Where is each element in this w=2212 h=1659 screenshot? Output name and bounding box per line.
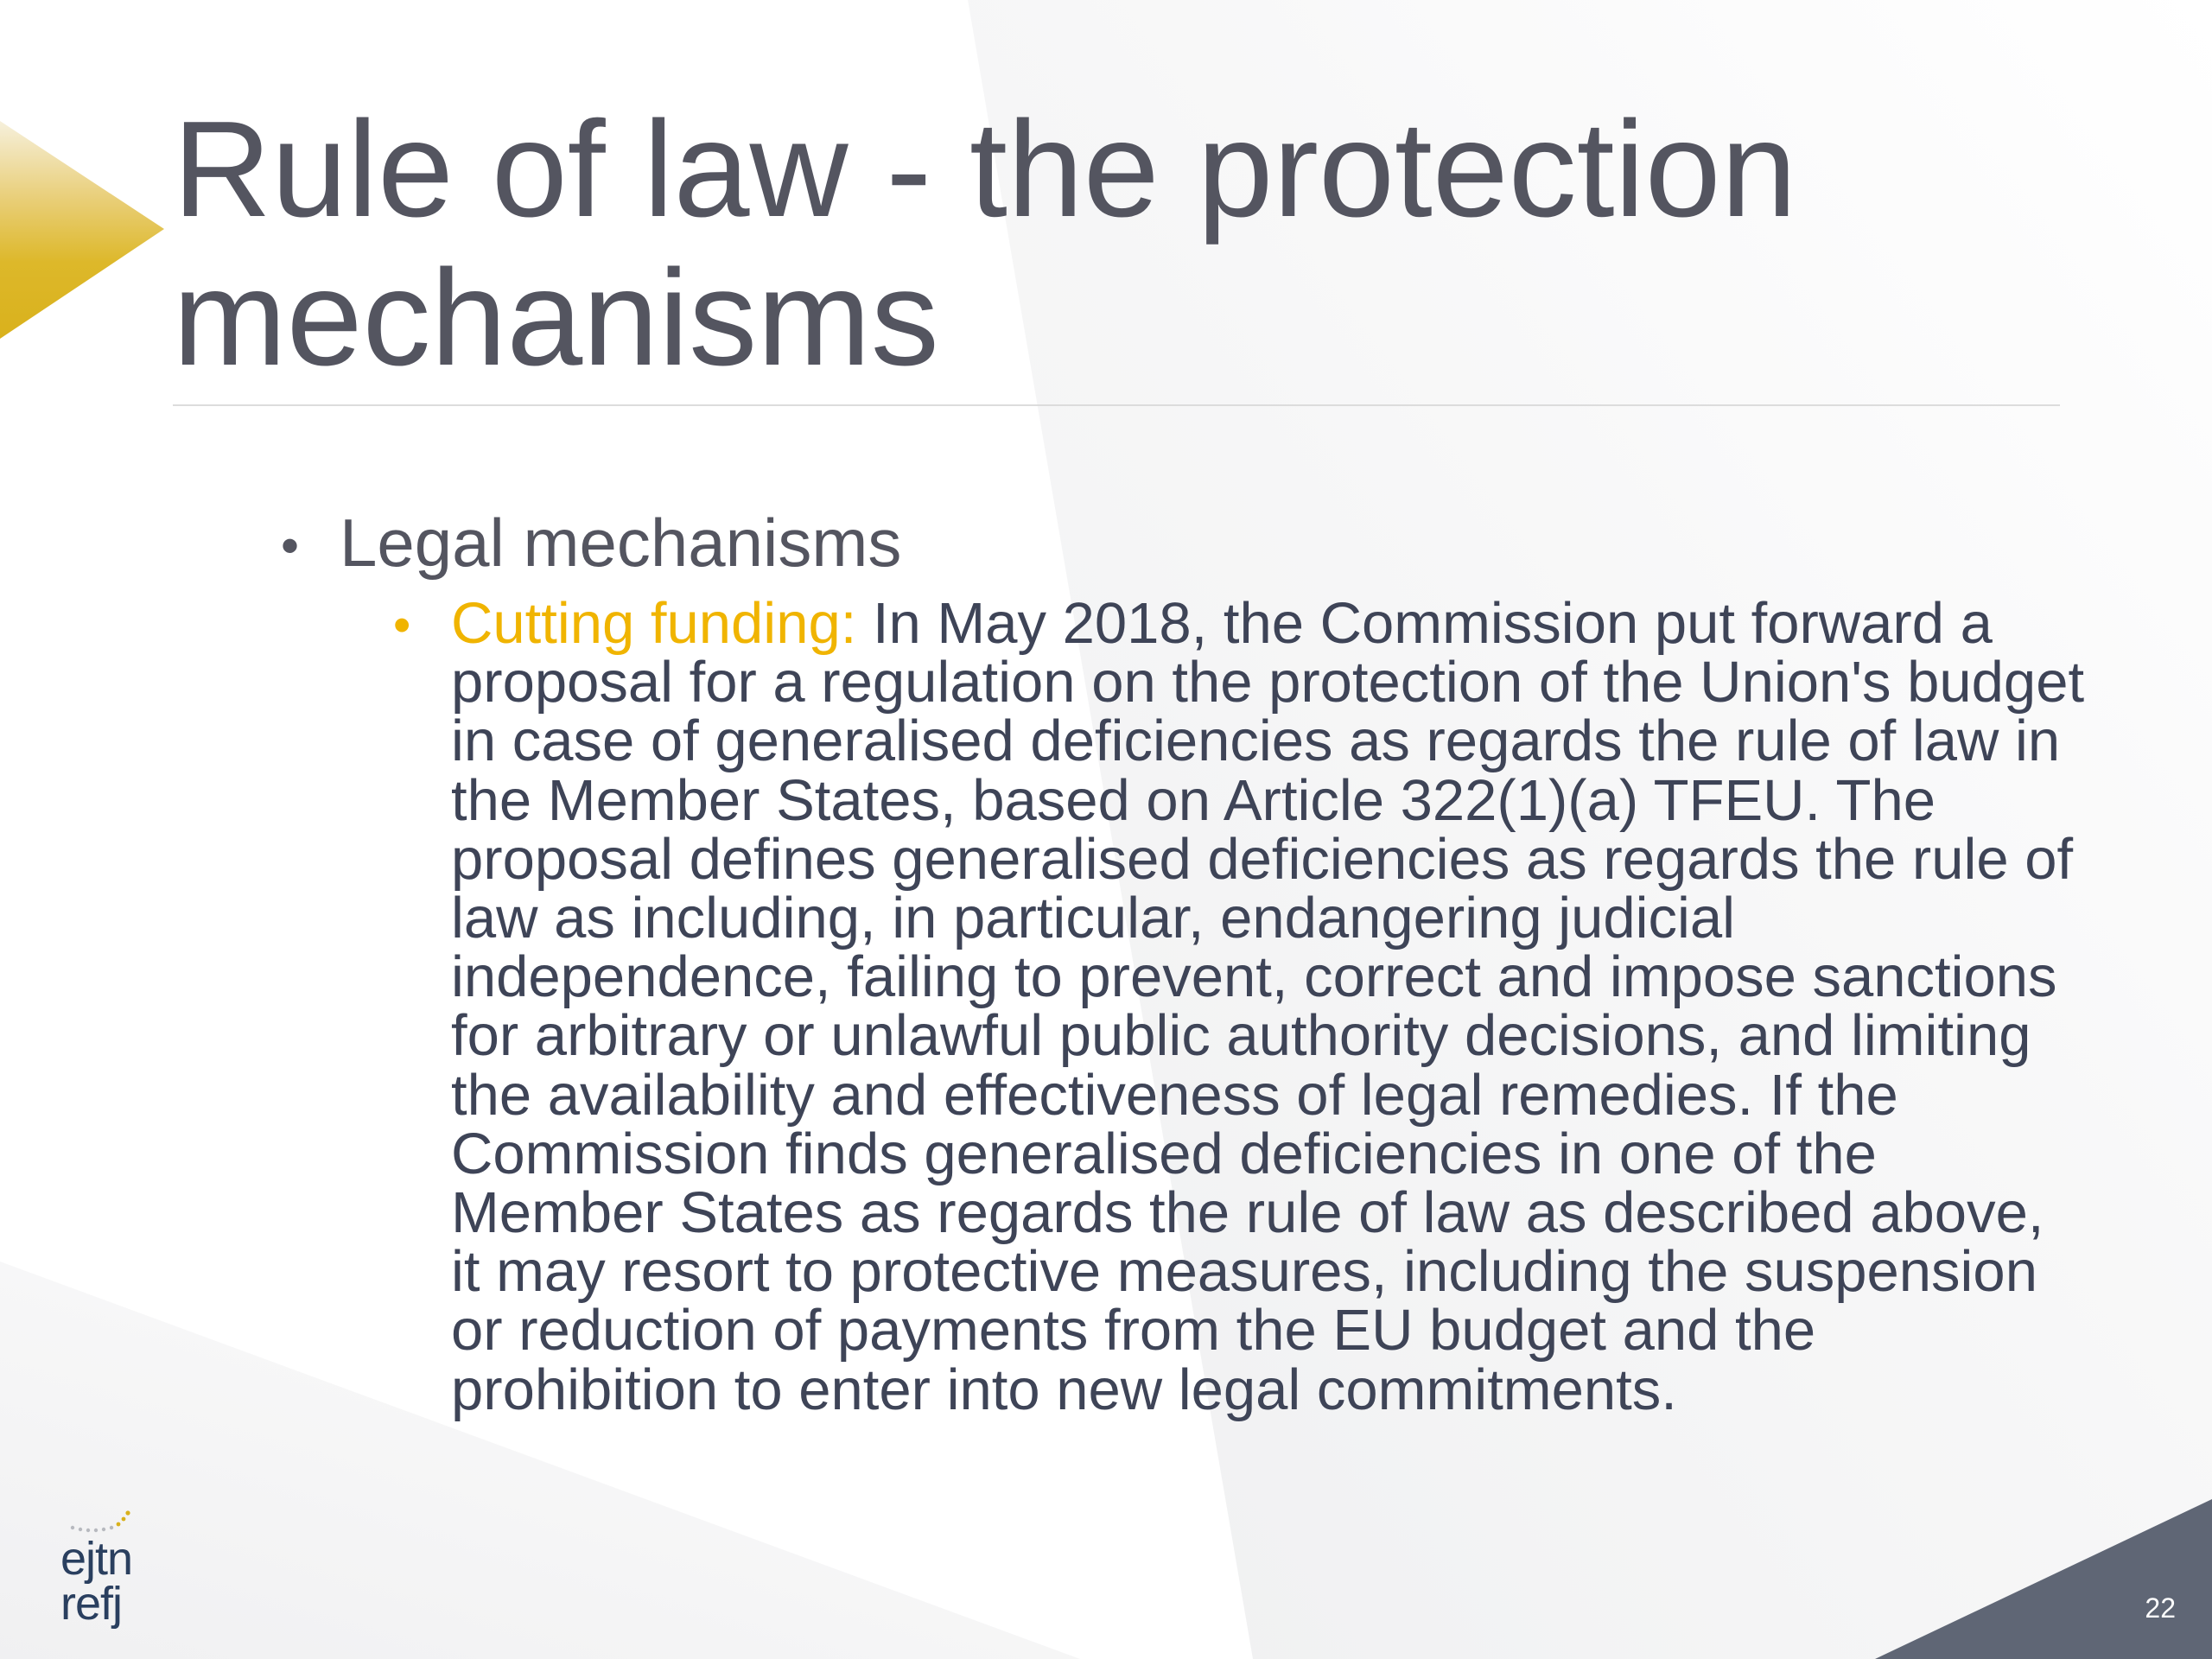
logo-text-line2: refj [60, 1578, 123, 1630]
page-number: 22 [2145, 1592, 2176, 1624]
bullet-dot-icon: • [393, 597, 411, 653]
ejtn-logo [57, 1505, 169, 1635]
bullet-level1 [281, 501, 901, 584]
bullet-dot-icon: • [281, 517, 300, 575]
bullet-level2-lead: Cutting funding: [451, 591, 857, 656]
gold-triangle-icon [0, 121, 164, 339]
title-divider [173, 404, 2060, 406]
logo-text-line1: ejtn [60, 1533, 133, 1585]
bullet-level2-body: In May 2018, the Commission put forward a proposal for a regulation on the protection of the Union's budget in case of generalised deficiencies as regards the rule of law in the Member States, based on Article 322(1)(a) TFEU. The proposal defines generalised deficiencies as regards the rule of law as including, in particular, endangering judicial independence, failing to prevent, correct and impose sanctions for arbitrary or unlawful public authority decisions, and limiting the availability and effectiveness of legal remedies. If the Commission finds generalised deficiencies in one of the Member States as regards the rule of law as described above, it may resort to protective measures, including the suspension or reduction of payments from the EU budget and the prohibition to enter into new legal commitments. [451, 591, 2085, 1422]
bullet-level2 [393, 591, 2087, 1422]
slide-title: Rule of law - the protection mechanisms [173, 93, 1797, 394]
bullet-level1-text: Legal mechanisms [340, 505, 902, 581]
bullet-level2-paragraph [451, 591, 2087, 1422]
